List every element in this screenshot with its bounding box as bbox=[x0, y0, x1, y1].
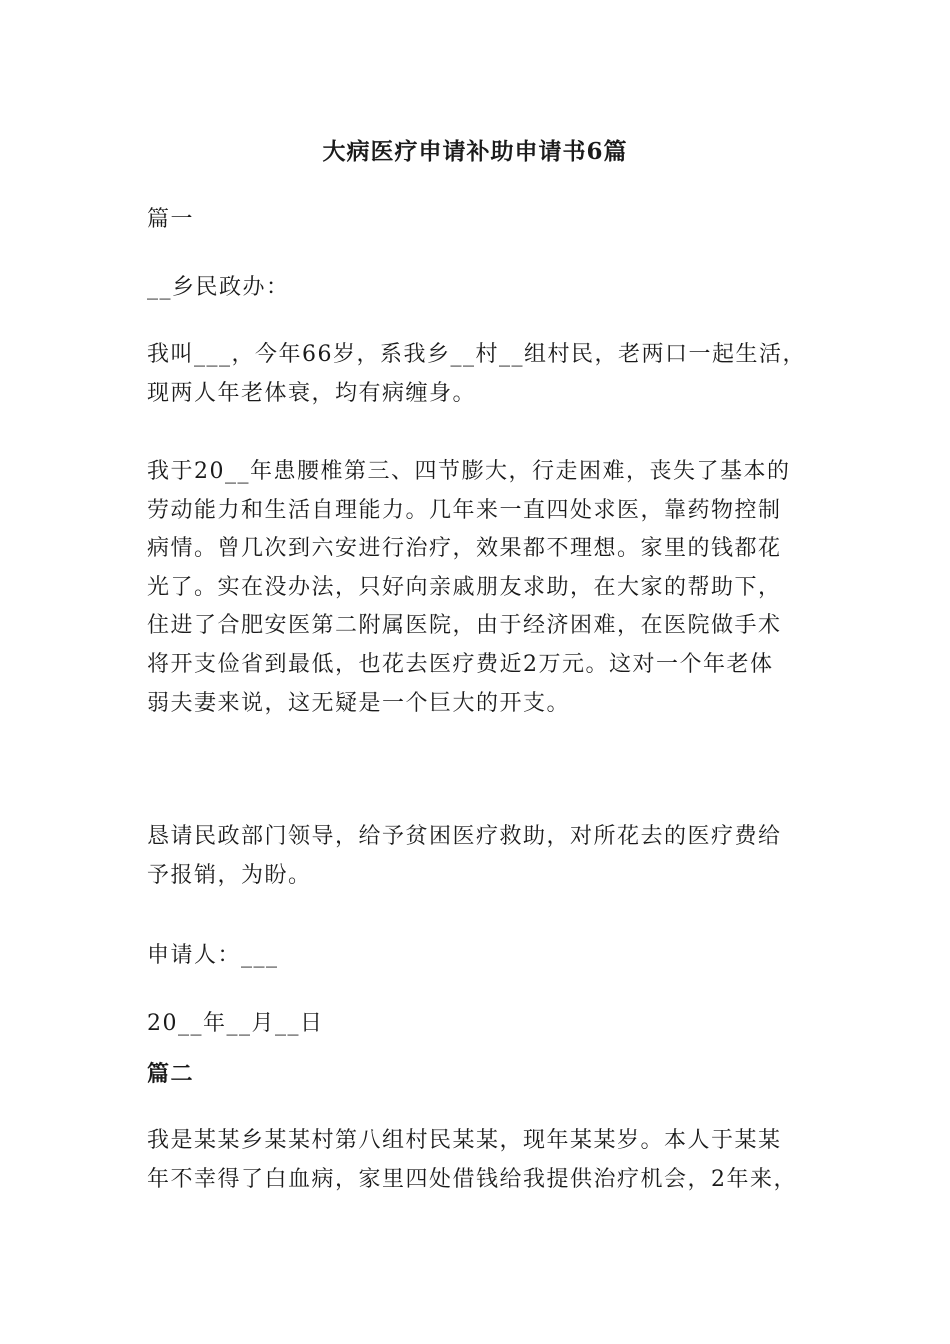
applicant-line: 申请人：___ bbox=[147, 943, 279, 968]
text-line: 年不幸得了白血病，家里四处借钱给我提供治疗机会，2年来， bbox=[147, 1166, 797, 1192]
date-line: 20__年__月__日 bbox=[147, 1011, 324, 1036]
text-line: 将开支俭省到最低，也花去医疗费近2万元。这对一个年老体 bbox=[147, 651, 774, 677]
salutation: __乡民政办： bbox=[147, 275, 290, 300]
text-line: 恳请民政部门领导，给予贫困医疗救助，对所花去的医疗费给 bbox=[147, 824, 782, 849]
text-line: 我是某某乡某某村第八组村民某某，现年某某岁。本人于某某 bbox=[147, 1128, 782, 1153]
text-line: 现两人年老体衰，均有病缠身。 bbox=[147, 380, 477, 406]
text-line: 病情。曾几次到六安进行治疗，效果都不理想。家里的钱都花 bbox=[147, 536, 782, 562]
section-2-heading: 篇二 bbox=[147, 1061, 195, 1087]
text-line: 我于20__年患腰椎第三、四节膨大，行走困难，丧失了基本的 bbox=[147, 459, 791, 484]
text-line: 劳动能力和生活自理能力。几年来一直四处求医，靠药物控制 bbox=[147, 497, 782, 523]
text-line: 予报销，为盼。 bbox=[147, 862, 312, 888]
section-1-heading: 篇一 bbox=[147, 207, 195, 232]
text-line: 光了。实在没办法，只好向亲戚朋友求助，在大家的帮助下， bbox=[147, 574, 782, 600]
text-line: 住进了合肥安医第二附属医院，由于经济困难，在医院做手术 bbox=[147, 613, 782, 639]
section-1-paragraph-1 bbox=[147, 336, 807, 413]
section-2-paragraph-1 bbox=[147, 1122, 807, 1199]
text-line: 我叫___，今年66岁，系我乡__村__组村民，老两口一起生活， bbox=[147, 342, 806, 367]
section-1-paragraph-3 bbox=[147, 818, 807, 895]
section-1-paragraph-2 bbox=[147, 453, 807, 723]
text-line: 弱夫妻来说，这无疑是一个巨大的开支。 bbox=[147, 690, 571, 716]
document-title: 大病医疗申请补助申请书6篇 bbox=[322, 138, 628, 165]
